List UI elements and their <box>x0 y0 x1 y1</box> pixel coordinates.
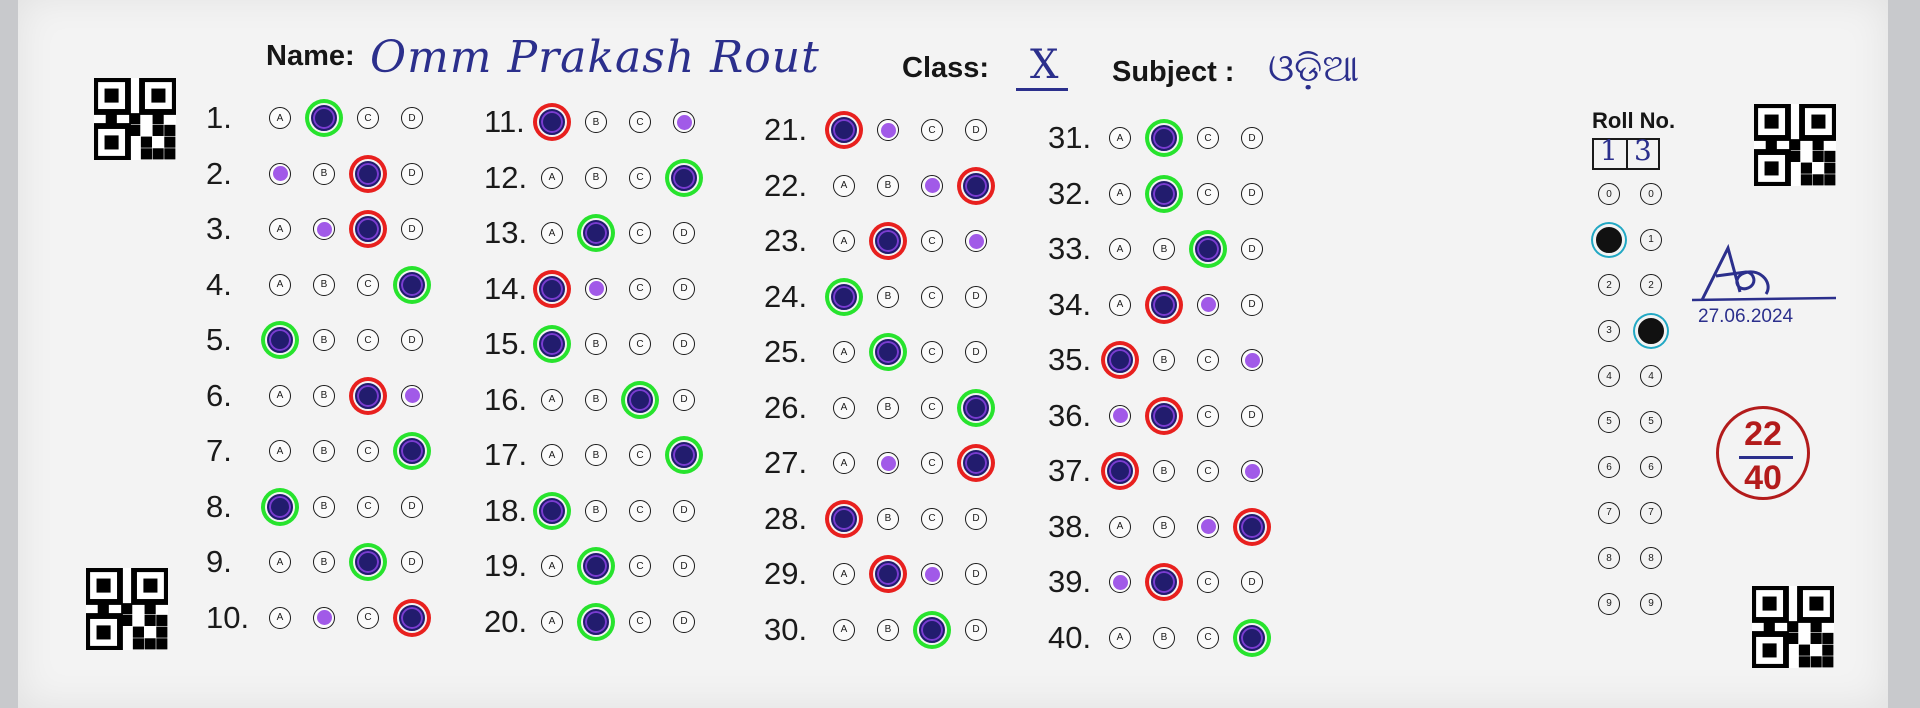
correct-answer-marker <box>1113 408 1128 423</box>
answer-bubble-filled[interactable] <box>311 105 337 131</box>
question-number: 11. <box>484 104 525 139</box>
roll-bubble[interactable]: 1 <box>1640 229 1662 251</box>
correct-answer-marker <box>1201 519 1216 534</box>
question-number: 20. <box>484 603 528 639</box>
score-obtained: 22 <box>1744 415 1782 453</box>
answer-bubble[interactable]: B <box>877 175 899 197</box>
answer-bubble[interactable]: C <box>629 555 651 577</box>
answer-bubble-filled[interactable] <box>875 228 901 254</box>
answer-bubble[interactable]: A <box>269 218 291 240</box>
name-value: Omm Prakash Rout <box>370 32 820 83</box>
question-number: 25. <box>764 334 808 369</box>
answer-bubble[interactable]: C <box>921 341 943 363</box>
answer-bubble-filled[interactable] <box>539 276 565 302</box>
answer-bubble[interactable]: B <box>585 500 607 522</box>
roll-bubble[interactable]: 6 <box>1640 456 1662 478</box>
question-number: 1. <box>206 100 232 135</box>
score-circle <box>1716 406 1810 500</box>
answer-bubble[interactable]: C <box>1197 405 1219 427</box>
question-number: 8. <box>206 488 232 524</box>
answer-bubble[interactable]: B <box>877 397 899 419</box>
answer-bubble-filled[interactable] <box>539 109 565 135</box>
answer-bubble[interactable]: A <box>541 389 563 411</box>
answer-bubble[interactable]: C <box>629 278 651 300</box>
answer-bubble[interactable]: C <box>357 496 379 518</box>
answer-bubble[interactable]: A <box>269 385 291 407</box>
answer-bubble-filled[interactable] <box>1151 181 1177 207</box>
answer-bubble-filled[interactable] <box>399 605 425 631</box>
answer-bubble[interactable]: A <box>269 607 291 629</box>
answer-bubble[interactable]: B <box>1153 460 1175 482</box>
answer-bubble[interactable]: B <box>313 274 335 296</box>
question-number: 23. <box>764 223 808 258</box>
answer-bubble[interactable]: A <box>541 444 563 466</box>
question-number: 30. <box>764 611 808 647</box>
roll-bubble[interactable]: 9 <box>1640 593 1662 615</box>
question-number: 18. <box>484 492 528 528</box>
question-number: 27. <box>764 445 808 480</box>
roll-bubble-filled[interactable] <box>1596 227 1622 253</box>
answer-bubble[interactable]: A <box>541 222 563 244</box>
question-number: 33. <box>1048 231 1092 266</box>
qr-code-bottom-right <box>1752 586 1834 668</box>
question-number: 13. <box>484 215 528 250</box>
answer-bubble-filled[interactable] <box>1239 514 1265 540</box>
question-number: 10. <box>206 599 250 635</box>
answer-bubble[interactable]: A <box>269 274 291 296</box>
correct-answer-marker <box>881 456 896 471</box>
answer-bubble[interactable]: C <box>921 230 943 252</box>
answer-bubble[interactable]: D <box>401 329 423 351</box>
answer-bubble[interactable]: A <box>833 175 855 197</box>
correct-answer-marker <box>405 388 420 403</box>
answer-bubble[interactable]: B <box>585 333 607 355</box>
class-label: Class: <box>902 52 990 84</box>
answer-bubble[interactable]: D <box>401 218 423 240</box>
question-number: 38. <box>1048 508 1092 544</box>
question-number: 14. <box>484 270 528 306</box>
answer-bubble[interactable]: A <box>1109 516 1131 538</box>
correct-answer-marker <box>1245 464 1260 479</box>
roll-bubble[interactable]: 2 <box>1640 274 1662 296</box>
correct-answer-marker <box>969 234 984 249</box>
answer-bubble-filled[interactable] <box>875 339 901 365</box>
answer-bubble-filled[interactable] <box>355 549 381 575</box>
answer-bubble[interactable]: C <box>629 500 651 522</box>
correct-answer-marker <box>881 123 896 138</box>
name-label: Name: <box>266 40 355 72</box>
answer-bubble-filled[interactable] <box>875 561 901 587</box>
answer-bubble[interactable]: D <box>1241 183 1263 205</box>
answer-bubble[interactable]: A <box>833 452 855 474</box>
answer-bubble-filled[interactable] <box>963 173 989 199</box>
roll-label: Roll No. <box>1592 108 1676 133</box>
answer-bubble[interactable]: D <box>1241 405 1263 427</box>
question-number: 24. <box>764 278 808 314</box>
answer-bubble[interactable]: B <box>585 389 607 411</box>
question-number: 34. <box>1048 286 1092 322</box>
correct-answer-marker <box>925 567 940 582</box>
answer-bubble-filled[interactable] <box>355 161 381 187</box>
answer-bubble-filled[interactable] <box>831 284 857 310</box>
answer-bubble[interactable]: D <box>1241 294 1263 316</box>
roll-bubble[interactable]: 4 <box>1640 365 1662 387</box>
answer-bubble[interactable]: D <box>673 500 695 522</box>
answer-bubble-filled[interactable] <box>267 494 293 520</box>
answer-bubble[interactable]: D <box>965 508 987 530</box>
question-number: 16. <box>484 381 528 417</box>
roll-bubble[interactable]: 9 <box>1598 593 1620 615</box>
answer-bubble-filled[interactable] <box>355 383 381 409</box>
question-number: 19. <box>484 548 528 583</box>
qr-code-top-right <box>1754 104 1836 186</box>
answer-bubble[interactable]: C <box>921 119 943 141</box>
question-number: 2. <box>206 155 232 191</box>
answer-sheet <box>18 0 1888 708</box>
question-number: 26. <box>764 389 808 425</box>
qr-code-bottom-left <box>86 568 168 650</box>
answer-bubble[interactable]: C <box>1197 349 1219 371</box>
answer-bubble[interactable]: B <box>1153 349 1175 371</box>
answer-bubble[interactable]: D <box>1241 127 1263 149</box>
answer-bubble[interactable]: B <box>313 440 335 462</box>
answer-bubble[interactable]: B <box>313 385 335 407</box>
question-number: 5. <box>206 322 232 357</box>
answer-bubble[interactable]: D <box>965 619 987 641</box>
roll-digit-1: 1 <box>1600 134 1618 167</box>
subject-label: Subject : <box>1112 56 1235 88</box>
roll-bubble[interactable]: 4 <box>1598 365 1620 387</box>
answer-bubble[interactable]: B <box>313 551 335 573</box>
answer-bubble[interactable]: B <box>1153 627 1175 649</box>
question-number: 4. <box>206 266 232 302</box>
correct-answer-marker <box>1201 297 1216 312</box>
answer-bubble-filled[interactable] <box>1239 625 1265 651</box>
subject-value: ଓଡ଼ିଆ <box>1268 46 1360 90</box>
roll-bubble[interactable]: 7 <box>1598 502 1620 524</box>
roll-bubble[interactable]: 2 <box>1598 274 1620 296</box>
question-number: 31. <box>1048 120 1092 155</box>
correct-answer-marker <box>589 281 604 296</box>
score-total: 40 <box>1744 459 1782 497</box>
roll-bubble[interactable]: 6 <box>1598 456 1620 478</box>
roll-box <box>1592 134 1660 170</box>
answer-bubble[interactable]: D <box>673 278 695 300</box>
roll-digit-2: 3 <box>1634 134 1652 167</box>
answer-bubble[interactable]: A <box>1109 183 1131 205</box>
answer-bubble[interactable]: B <box>585 167 607 189</box>
answer-bubble[interactable]: B <box>877 619 899 641</box>
answer-bubble[interactable]: C <box>357 440 379 462</box>
correct-answer-marker <box>1113 575 1128 590</box>
answer-bubble-filled[interactable] <box>831 506 857 532</box>
roll-bubble[interactable]: 7 <box>1640 502 1662 524</box>
answer-bubble-filled[interactable] <box>671 442 697 468</box>
correct-answer-marker <box>317 222 332 237</box>
roll-bubble[interactable]: 8 <box>1598 547 1620 569</box>
answer-bubble[interactable]: D <box>965 341 987 363</box>
signature-date: 27.06.2024 <box>1698 306 1794 327</box>
answer-bubble[interactable]: A <box>833 230 855 252</box>
answer-bubble[interactable]: A <box>1109 294 1131 316</box>
answer-bubble-filled[interactable] <box>1151 403 1177 429</box>
answer-bubble[interactable]: A <box>1109 127 1131 149</box>
answer-bubble[interactable]: A <box>541 167 563 189</box>
correct-answer-marker <box>677 115 692 130</box>
answer-bubble-filled[interactable] <box>1107 347 1133 373</box>
answer-bubble[interactable]: A <box>541 611 563 633</box>
answer-bubble[interactable]: A <box>269 107 291 129</box>
answer-bubble-filled[interactable] <box>539 498 565 524</box>
answer-bubble-filled[interactable] <box>583 609 609 635</box>
answer-bubble-filled[interactable] <box>831 117 857 143</box>
answer-bubble-filled[interactable] <box>539 331 565 357</box>
question-number: 37. <box>1048 453 1092 488</box>
answer-bubble[interactable]: D <box>673 389 695 411</box>
roll-bubble[interactable]: 8 <box>1640 547 1662 569</box>
answer-bubble[interactable]: C <box>629 444 651 466</box>
question-number: 32. <box>1048 175 1092 211</box>
correct-answer-marker <box>273 166 288 181</box>
answer-bubble[interactable]: C <box>357 607 379 629</box>
answer-bubble-filled[interactable] <box>1151 292 1177 318</box>
answer-bubble[interactable]: A <box>1109 238 1131 260</box>
answer-bubble[interactable]: C <box>1197 127 1219 149</box>
roll-bubble-filled[interactable] <box>1638 318 1664 344</box>
answer-bubble[interactable]: C <box>629 222 651 244</box>
answer-bubble[interactable]: C <box>1197 627 1219 649</box>
roll-bubble[interactable]: 5 <box>1640 411 1662 433</box>
roll-bubble[interactable]: 0 <box>1640 183 1662 205</box>
question-number: 7. <box>206 433 232 468</box>
answer-bubble[interactable]: C <box>629 167 651 189</box>
answer-bubble[interactable]: C <box>1197 460 1219 482</box>
answer-bubble[interactable]: C <box>1197 183 1219 205</box>
qr-code-top-left <box>94 78 176 160</box>
answer-bubble-filled[interactable] <box>627 387 653 413</box>
question-number: 39. <box>1048 564 1092 599</box>
answer-bubble[interactable]: C <box>921 397 943 419</box>
question-number: 17. <box>484 437 528 472</box>
answer-bubble[interactable]: A <box>833 619 855 641</box>
answer-bubble-filled[interactable] <box>399 438 425 464</box>
answer-bubble[interactable]: A <box>269 551 291 573</box>
answer-bubble[interactable]: C <box>1197 571 1219 593</box>
answer-bubble[interactable]: B <box>585 444 607 466</box>
answer-bubble-filled[interactable] <box>267 327 293 353</box>
answer-bubble[interactable]: D <box>401 496 423 518</box>
answer-bubble[interactable]: C <box>921 508 943 530</box>
correct-answer-marker <box>317 610 332 625</box>
roll-bubble[interactable]: 5 <box>1598 411 1620 433</box>
answer-bubble[interactable]: B <box>1153 238 1175 260</box>
question-number: 6. <box>206 377 232 413</box>
answer-bubble[interactable]: D <box>673 611 695 633</box>
question-number: 22. <box>764 167 808 203</box>
correct-answer-marker <box>1245 353 1260 368</box>
question-number: 36. <box>1048 397 1092 433</box>
question-number: 35. <box>1048 342 1092 377</box>
answer-bubble-filled[interactable] <box>671 165 697 191</box>
answer-bubble[interactable]: B <box>877 286 899 308</box>
answer-bubble[interactable]: C <box>357 329 379 351</box>
answer-bubble-filled[interactable] <box>963 450 989 476</box>
answer-bubble[interactable]: D <box>401 107 423 129</box>
question-number: 3. <box>206 211 232 246</box>
answer-bubble[interactable]: A <box>833 397 855 419</box>
answer-bubble-filled[interactable] <box>355 216 381 242</box>
question-number: 40. <box>1048 619 1092 655</box>
answer-bubble[interactable]: C <box>921 452 943 474</box>
answer-bubble-filled[interactable] <box>1107 458 1133 484</box>
question-number: 29. <box>764 556 808 591</box>
answer-bubble[interactable]: D <box>401 163 423 185</box>
answer-bubble[interactable]: C <box>357 107 379 129</box>
answer-bubble[interactable]: C <box>921 286 943 308</box>
answer-bubble[interactable]: A <box>833 563 855 585</box>
correct-answer-marker <box>925 178 940 193</box>
answer-bubble-filled[interactable] <box>1151 569 1177 595</box>
answer-bubble[interactable]: D <box>1241 238 1263 260</box>
answer-bubble[interactable]: C <box>629 111 651 133</box>
answer-bubble[interactable]: D <box>401 551 423 573</box>
answer-bubble-filled[interactable] <box>1195 236 1221 262</box>
roll-bubble[interactable]: 3 <box>1598 320 1620 342</box>
answer-bubble[interactable]: D <box>673 555 695 577</box>
class-value: X <box>1030 42 1059 88</box>
question-number: 28. <box>764 500 808 536</box>
answer-bubble[interactable]: B <box>313 496 335 518</box>
answer-bubble[interactable]: D <box>673 333 695 355</box>
answer-bubble[interactable]: A <box>833 341 855 363</box>
answer-bubble[interactable]: B <box>877 508 899 530</box>
class-underline <box>1016 88 1068 91</box>
answer-bubble[interactable]: D <box>1241 571 1263 593</box>
answer-bubble-filled[interactable] <box>399 272 425 298</box>
answer-bubble[interactable]: A <box>269 440 291 462</box>
answer-bubble[interactable]: D <box>965 286 987 308</box>
question-number: 9. <box>206 544 232 579</box>
answer-bubble-filled[interactable] <box>583 553 609 579</box>
answer-bubble[interactable]: B <box>585 111 607 133</box>
question-number: 21. <box>764 112 808 147</box>
roll-bubble[interactable]: 0 <box>1598 183 1620 205</box>
answer-bubble-filled[interactable] <box>963 395 989 421</box>
answer-bubble[interactable]: D <box>965 119 987 141</box>
answer-bubble[interactable]: C <box>629 333 651 355</box>
question-number: 12. <box>484 159 528 195</box>
answer-bubble[interactable]: B <box>313 329 335 351</box>
teacher-signature <box>1688 242 1838 308</box>
answer-bubble[interactable]: A <box>541 555 563 577</box>
answer-bubble[interactable]: C <box>629 611 651 633</box>
question-number: 15. <box>484 326 528 361</box>
answer-bubble[interactable]: A <box>1109 627 1131 649</box>
answer-bubble-filled[interactable] <box>919 617 945 643</box>
answer-bubble[interactable]: B <box>1153 516 1175 538</box>
answer-bubble[interactable]: C <box>357 274 379 296</box>
answer-bubble[interactable]: D <box>965 563 987 585</box>
answer-bubble-filled[interactable] <box>1151 125 1177 151</box>
answer-bubble-filled[interactable] <box>583 220 609 246</box>
answer-bubble[interactable]: B <box>313 163 335 185</box>
answer-bubble[interactable]: D <box>673 222 695 244</box>
